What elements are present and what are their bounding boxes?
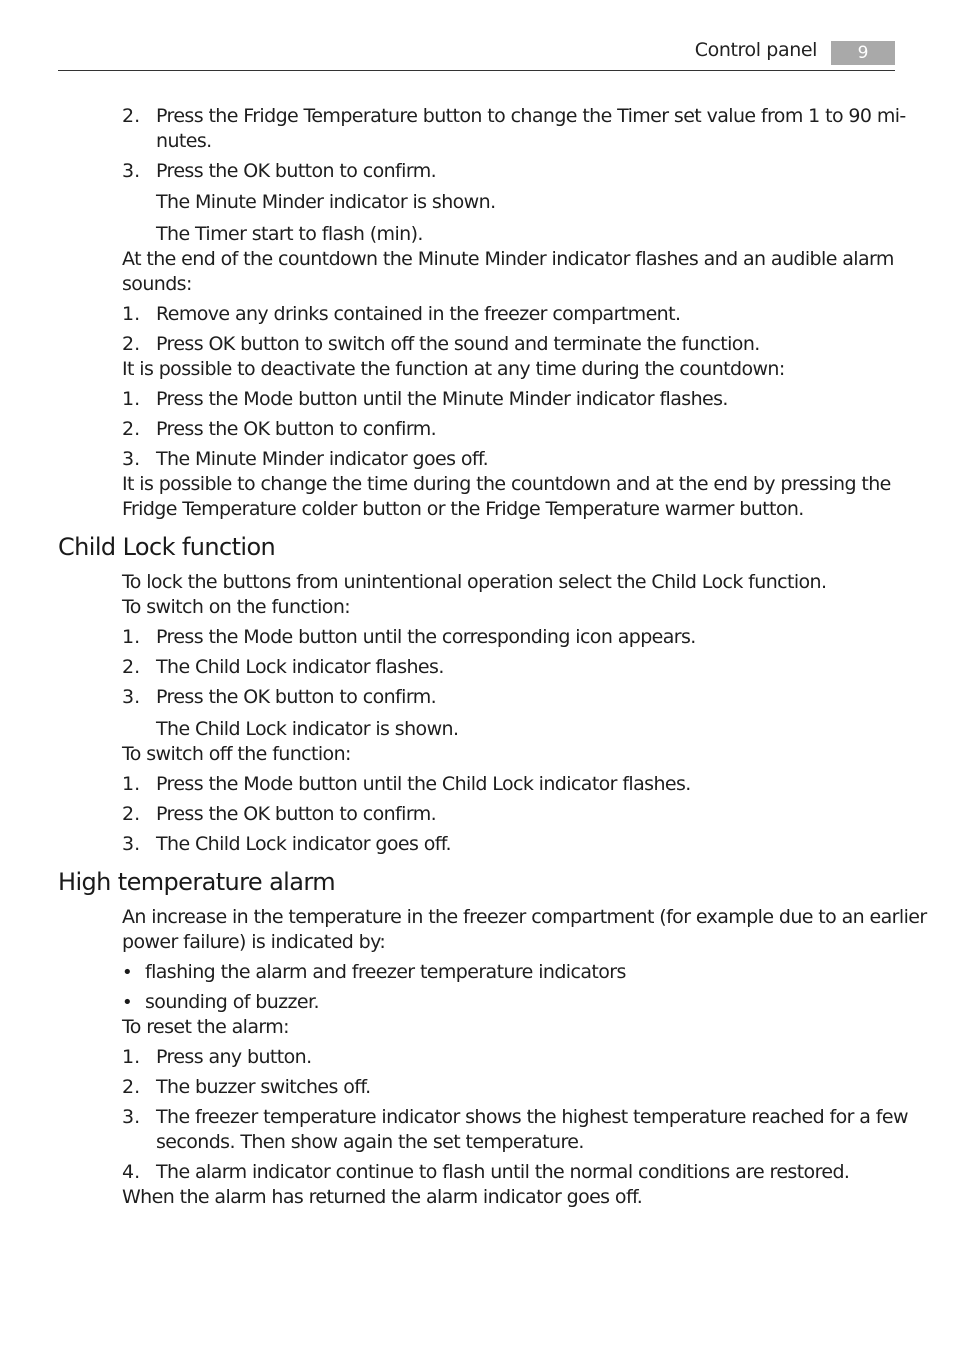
bullet-icon: • xyxy=(122,992,133,1013)
step-text: Press the Mode button until the corresponding icon appears. xyxy=(156,626,696,648)
step-text: Press OK button to switch off the sound and terminate the function. xyxy=(156,333,760,355)
note-text: The Minute Minder indicator is shown. xyxy=(156,191,496,213)
paragraph: An increase in the temperature in the freezer compartment (for example due to an earlier xyxy=(122,906,927,928)
step-number: 2. xyxy=(122,1076,141,1098)
step-number: 2. xyxy=(122,418,141,440)
step-text: Press the OK button to confirm. xyxy=(156,803,437,825)
step-text: Press the OK button to confirm. xyxy=(156,160,437,182)
paragraph: To reset the alarm: xyxy=(122,1016,289,1038)
paragraph: To switch on the function: xyxy=(122,596,351,618)
page-number-badge: 9 xyxy=(831,41,895,65)
step-text: nutes. xyxy=(156,130,212,152)
step-text: Press any button. xyxy=(156,1046,312,1068)
paragraph: To lock the buttons from unintentional operation select the Child Lock function. xyxy=(122,571,827,593)
step-number: 2. xyxy=(122,656,141,678)
note-text: The Timer start to flash (min). xyxy=(156,223,423,245)
note-text: The Child Lock indicator is shown. xyxy=(156,718,459,740)
paragraph: At the end of the countdown the Minute Minder indicator flashes and an audible alarm xyxy=(122,248,894,270)
step-text: The Minute Minder indicator goes off. xyxy=(156,448,489,470)
step-number: 1. xyxy=(122,388,141,410)
paragraph: It is possible to deactivate the function at any time during the countdown: xyxy=(122,358,785,380)
paragraph: It is possible to change the time during the countdown and at the end by pressing the xyxy=(122,473,891,495)
header-title: Control panel xyxy=(694,39,817,61)
section-heading-high-temperature: High temperature alarm xyxy=(58,868,335,896)
bullet-text: flashing the alarm and freezer temperature indicators xyxy=(145,961,626,983)
step-text: seconds. Then show again the set temperature. xyxy=(156,1131,584,1153)
step-text: The freezer temperature indicator shows the highest temperature reached for a few xyxy=(156,1106,908,1128)
header-divider xyxy=(58,70,895,71)
step-text: Press the OK button to confirm. xyxy=(156,686,437,708)
section-heading-child-lock: Child Lock function xyxy=(58,533,276,561)
bullet-icon: • xyxy=(122,962,133,983)
step-number: 3. xyxy=(122,160,141,182)
step-number: 2. xyxy=(122,105,141,127)
paragraph: power failure) is indicated by: xyxy=(122,931,386,953)
step-text: The Child Lock indicator goes off. xyxy=(156,833,451,855)
step-text: Press the Mode button until the Child Lock indicator flashes. xyxy=(156,773,691,795)
step-text: Remove any drinks contained in the freezer compartment. xyxy=(156,303,681,325)
bullet-text: sounding of buzzer. xyxy=(145,991,319,1013)
paragraph: To switch off the function: xyxy=(122,743,351,765)
step-number: 2. xyxy=(122,803,141,825)
paragraph: Fridge Temperature colder button or the Fridge Temperature warmer button. xyxy=(122,498,804,520)
step-number: 1. xyxy=(122,303,141,325)
paragraph: sounds: xyxy=(122,273,192,295)
step-number: 3. xyxy=(122,448,141,470)
step-text: The Child Lock indicator flashes. xyxy=(156,656,444,678)
paragraph: When the alarm has returned the alarm indicator goes off. xyxy=(122,1186,643,1208)
step-number: 3. xyxy=(122,686,141,708)
step-number: 3. xyxy=(122,833,141,855)
step-text: The alarm indicator continue to flash until the normal conditions are restored. xyxy=(156,1161,850,1183)
step-number: 1. xyxy=(122,626,141,648)
step-text: Press the Fridge Temperature button to change the Timer set value from 1 to 90 mi- xyxy=(156,105,906,127)
step-number: 4. xyxy=(122,1161,141,1183)
step-number: 3. xyxy=(122,1106,141,1128)
step-number: 2. xyxy=(122,333,141,355)
step-text: Press the Mode button until the Minute Minder indicator flashes. xyxy=(156,388,728,410)
step-text: The buzzer switches off. xyxy=(156,1076,371,1098)
step-text: Press the OK button to confirm. xyxy=(156,418,437,440)
step-number: 1. xyxy=(122,1046,141,1068)
step-number: 1. xyxy=(122,773,141,795)
